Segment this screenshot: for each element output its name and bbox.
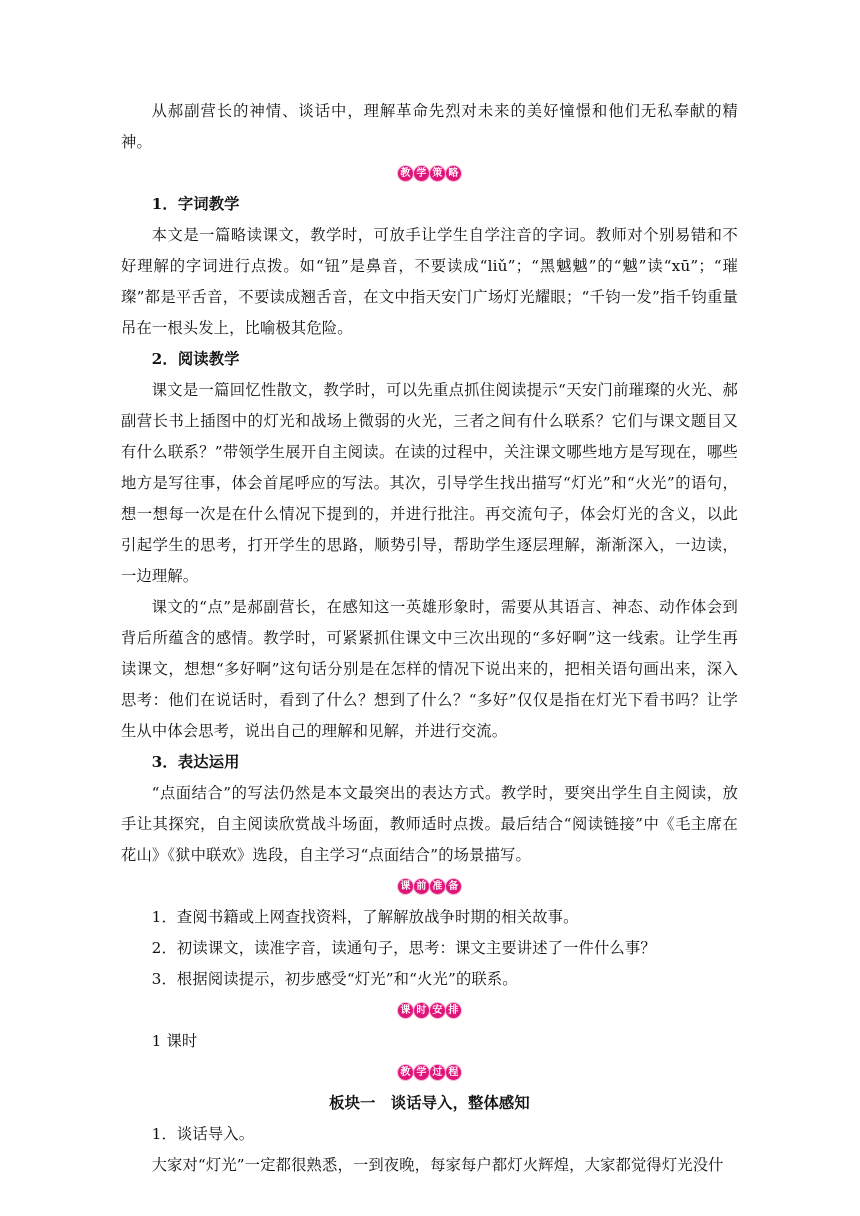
badge-char: 课	[398, 1003, 413, 1018]
badge-schedule	[121, 995, 738, 1026]
paragraph-reading-2: 课文的“点”是郝副营长，在感知这一英雄形象时，需要从其语言、神态、动作体会到背后所蕴含的感情。教学时，可紧紧抓住课文中三次出现的“多好啊”这一线索。让学生再读课文，想想“多好啊”这句话分别是在怎样的情况下说出来的，把相关语句画出来，深入思考：他们在说话时，看到了什么？想到了什么？“多好”仅仅是指在灯光下看书吗？让学生从中体会思考，说出自己的理解和见解，并进行交流。	[121, 598, 738, 740]
badge-teaching-process	[121, 1057, 738, 1088]
badge-char: 学	[414, 166, 429, 181]
badge-char: 备	[446, 879, 461, 894]
badge-char: 学	[414, 1065, 429, 1080]
heading-expression: 3．表达运用	[151, 753, 240, 771]
badge-teaching-strategy	[121, 158, 738, 189]
prep-item: 3．根据阅读提示，初步感受“灯光”和“火光”的联系。	[151, 970, 518, 988]
badge-char: 准	[430, 879, 445, 894]
prep-item: 1．查阅书籍或上网查找资料，了解解放战争时期的相关故事。	[151, 908, 579, 926]
badge-char: 时	[414, 1003, 429, 1018]
badge-char: 教	[398, 1065, 413, 1080]
schedule-text: 1 课时	[151, 1032, 198, 1050]
badge-char: 略	[446, 166, 461, 181]
badge-char: 策	[430, 166, 445, 181]
step-heading: 1．谈话导入。	[151, 1125, 255, 1143]
badge-char: 课	[398, 879, 413, 894]
prep-item: 2．初读课文，读准字音，读通句子，思考：课文主要讲述了一件什么事？	[151, 939, 656, 957]
paragraph-reading-1: 课文是一篇回忆性散文，教学时，可以先重点抓住阅读提示“天安门前璀璨的火光、郝副营长书上插图中的灯光和战场上微弱的火光，三者之间有什么联系？它们与课文题目又有什么联系？”带领学生展开自主阅读。在读的过程中，关注课文哪些地方是写现在，哪些地方是写往事，体会首尾呼应的写法。其次，引导学生找出描写“灯光”和“火光”的语句，想一想每一次是在什么情况下提到的，并进行批注。再交流句子，体会灯光的含义，以此引起学生的思考，打开学生的思路，顺势引导，帮助学生逐层理解，渐渐深入，一边读，一边理解。	[121, 381, 738, 585]
paragraph-expression: “点面结合”的写法仍然是本文最突出的表达方式。教学时，要突出学生自主阅读，放手让其探究，自主阅读欣赏战斗场面，教师适时点拨。最后结合“阅读链接”中《毛主席在花山》《狱中联欢》选段，自主学习“点面结合”的场景描写。	[121, 784, 738, 864]
heading-reading: 2．阅读教学	[151, 350, 240, 368]
section-title-text: 谈话导入，整体感知	[390, 1094, 530, 1112]
document-body	[121, 96, 738, 1181]
section-label: 板块一	[329, 1094, 376, 1112]
badge-char: 程	[446, 1065, 461, 1080]
paragraph-vocabulary: 本文是一篇略读课文，教学时，可放手让学生自学注音的字词。教师对个别易错和不好理解的字词进行点拨。如“钮”是鼻音，不要读成“liǔ”；“黑魆魆”的“魆”读“xū”；“璀璨”都是平舌音，不要读成翘舌音，在文中指天安门广场灯光耀眼；“千钧一发”指千钧重量吊在一根头发上，比喻极其危险。	[121, 226, 738, 337]
paragraph-intro-talk: 大家对“灯光”一定都很熟悉，一到夜晚，每家每户都灯火辉煌，大家都觉得灯光没什	[151, 1156, 724, 1174]
badge-char: 安	[430, 1003, 445, 1018]
badge-char: 排	[446, 1003, 461, 1018]
intro-paragraph: 从郝副营长的神情、谈话中，理解革命先烈对未来的美好憧憬和他们无私奉献的精神。	[121, 102, 738, 151]
section-title	[121, 1088, 738, 1119]
badge-char: 前	[414, 879, 429, 894]
badge-char: 教	[398, 166, 413, 181]
badge-char: 过	[430, 1065, 445, 1080]
badge-preparation	[121, 871, 738, 902]
heading-vocabulary: 1．字词教学	[151, 195, 240, 213]
